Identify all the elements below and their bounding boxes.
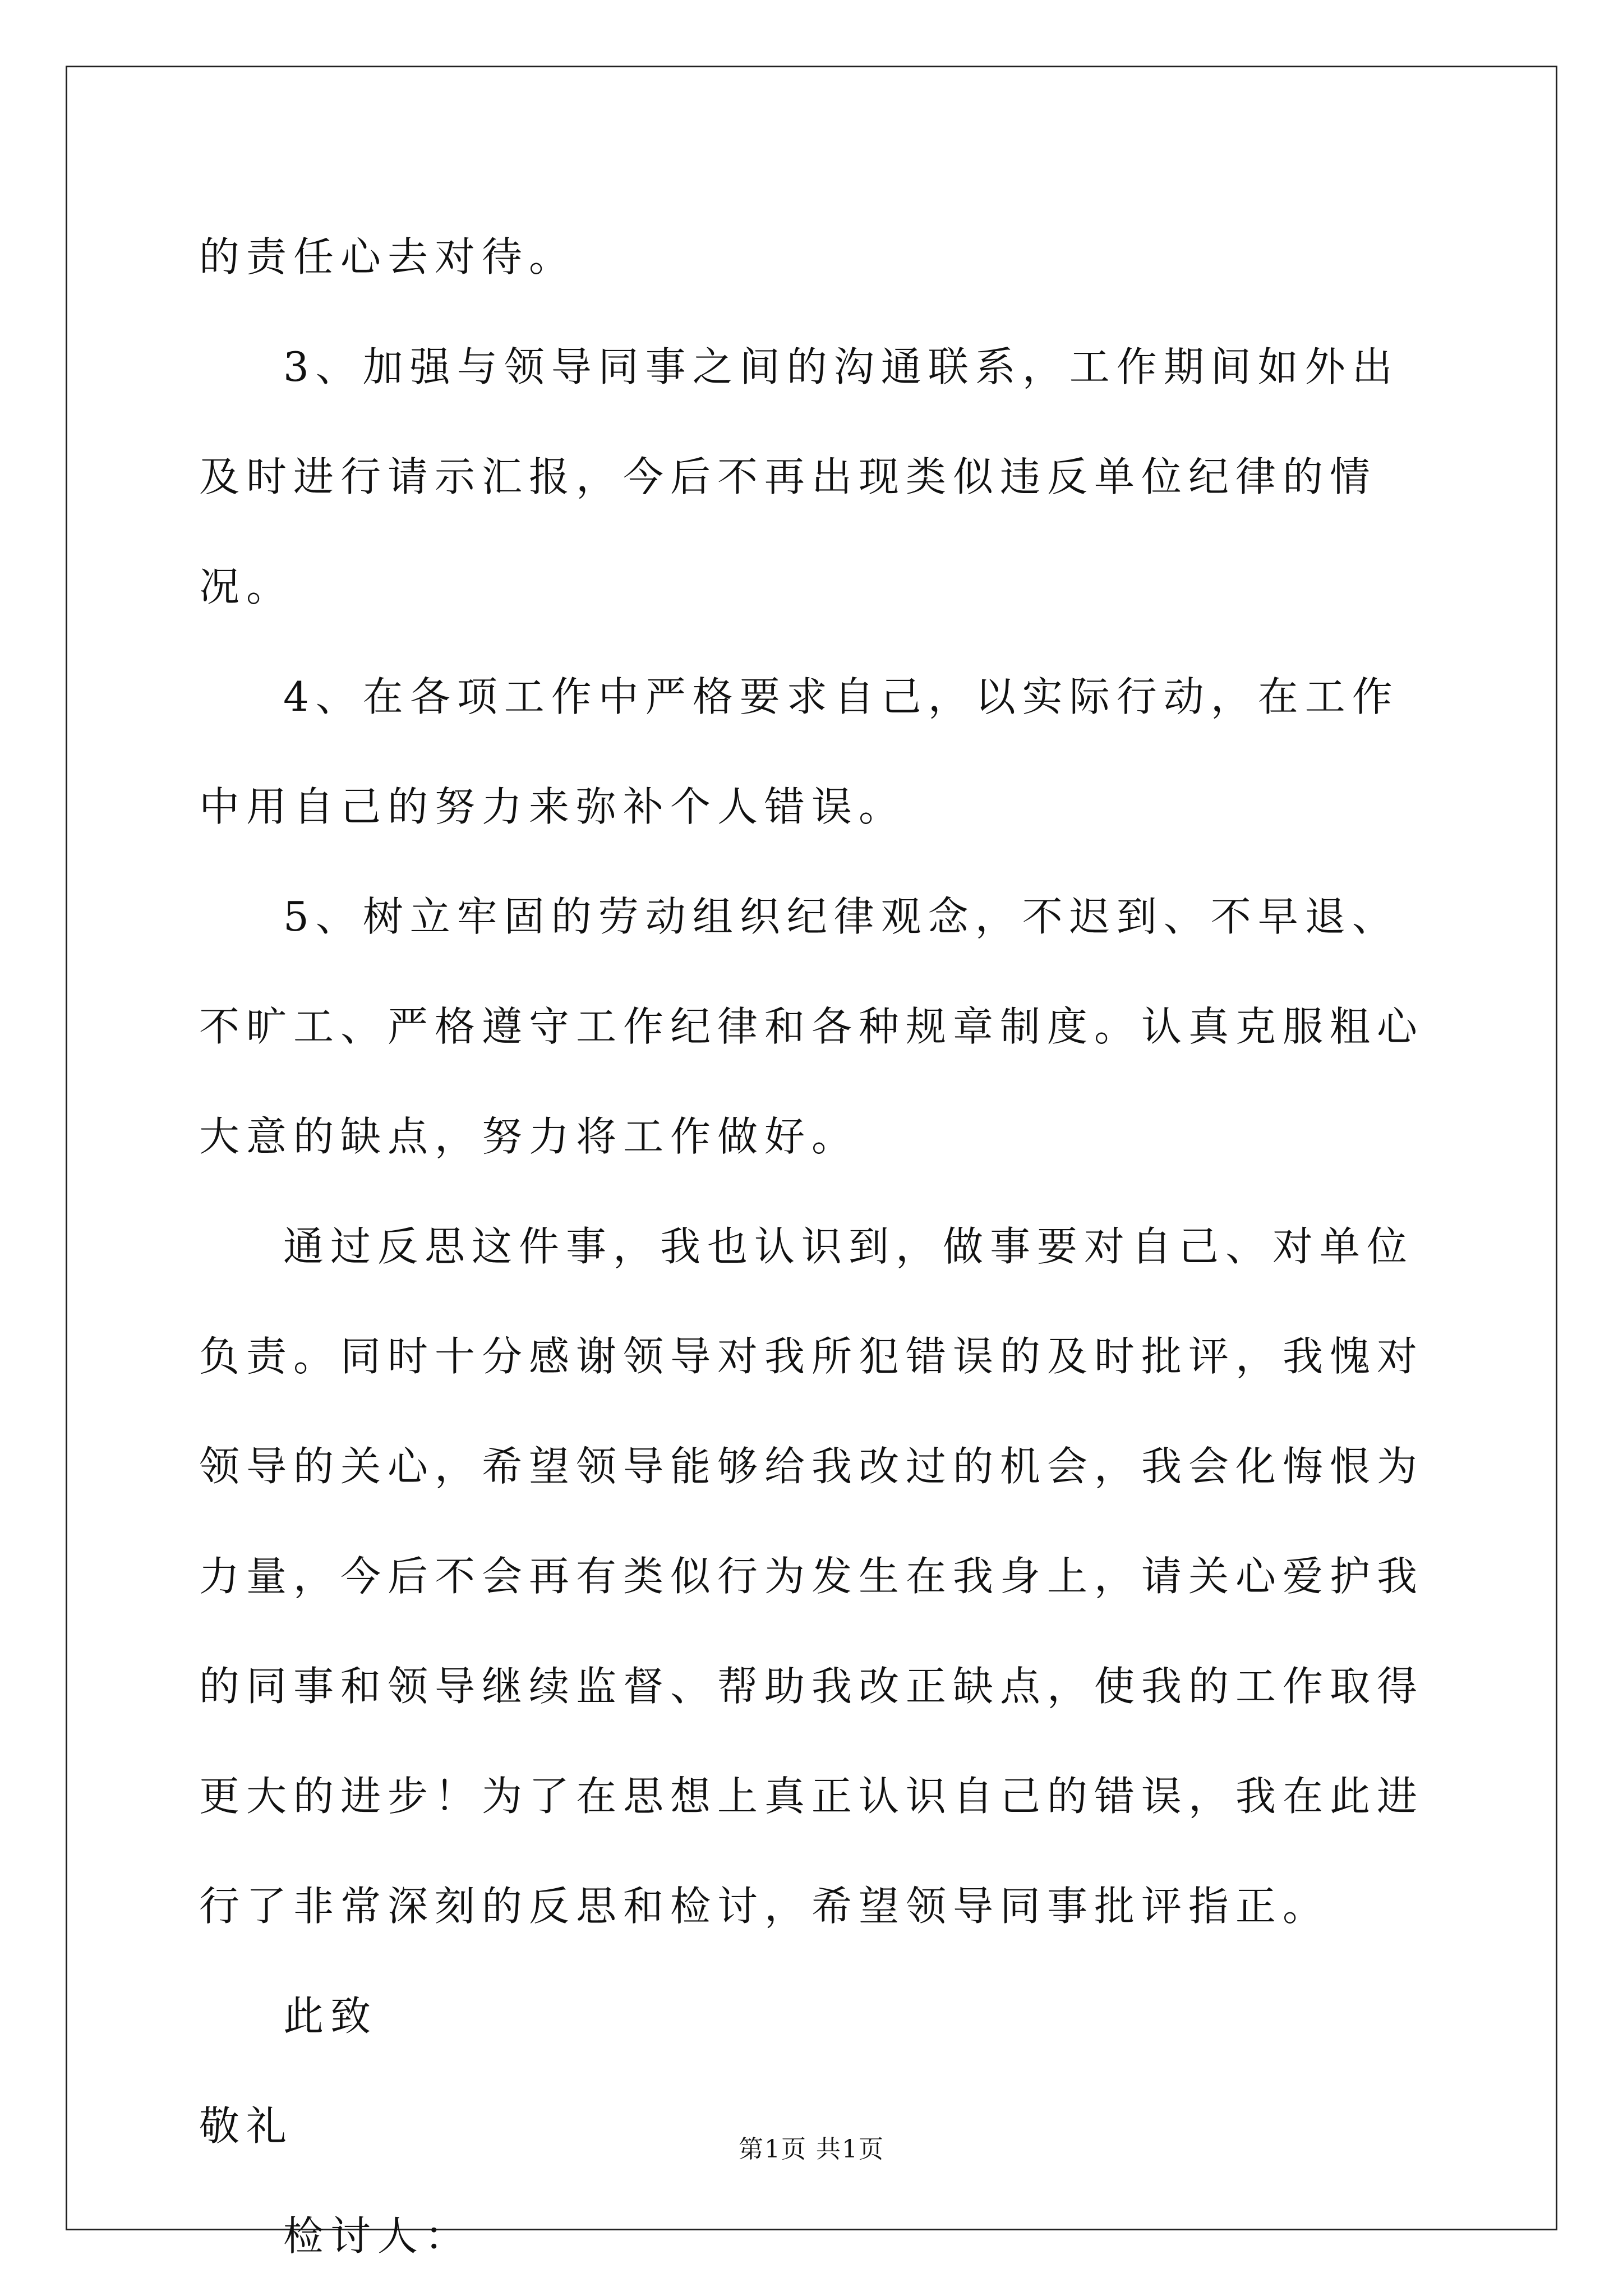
signature-label: 检讨人： <box>283 2212 472 2260</box>
closing-salutation: 此致 <box>283 1993 378 2040</box>
document-body <box>199 202 1433 2291</box>
paragraph-item-5: 5、树立牢固的劳动组织纪律观念，不迟到、不早退、不旷工、严格遵守工作纪律和各种规章制度。认真克服粗心大意的缺点，努力将工作做好。 <box>199 893 1424 1160</box>
paragraph-item-4: 4、在各项工作中严格要求自己，以实际行动，在工作中用自己的努力来弥补个人错误。 <box>199 673 1399 830</box>
paragraph-reflection: 通过反思这件事，我也认识到，做事要对自己、对单位负责。同时十分感谢领导对我所犯错误的及时批评，我愧对领导的关心，希望领导能够给我改过的机会，我会化悔恨为力量，今后不会再有类似行为发生在我身上，请关心爱护我的同事和领导继续监督、帮助我改正缺点，使我的工作取得更大的进步！为了在思想上真正认识自己的错误，我在此进行了非常深刻的反思和检讨，希望领导同事批评指正。 <box>199 1223 1424 1930</box>
paragraph-continuation: 的责任心去对待。 <box>199 233 577 280</box>
closing-regards: 敬礼 <box>199 2102 294 2150</box>
paragraph-item-3: 3、加强与领导同事之间的沟通联系，工作期间如外出及时进行请示汇报，今后不再出现类似违反单位纪律的情况。 <box>199 343 1399 610</box>
page-footer: 第1页 共1页 <box>739 2135 884 2164</box>
